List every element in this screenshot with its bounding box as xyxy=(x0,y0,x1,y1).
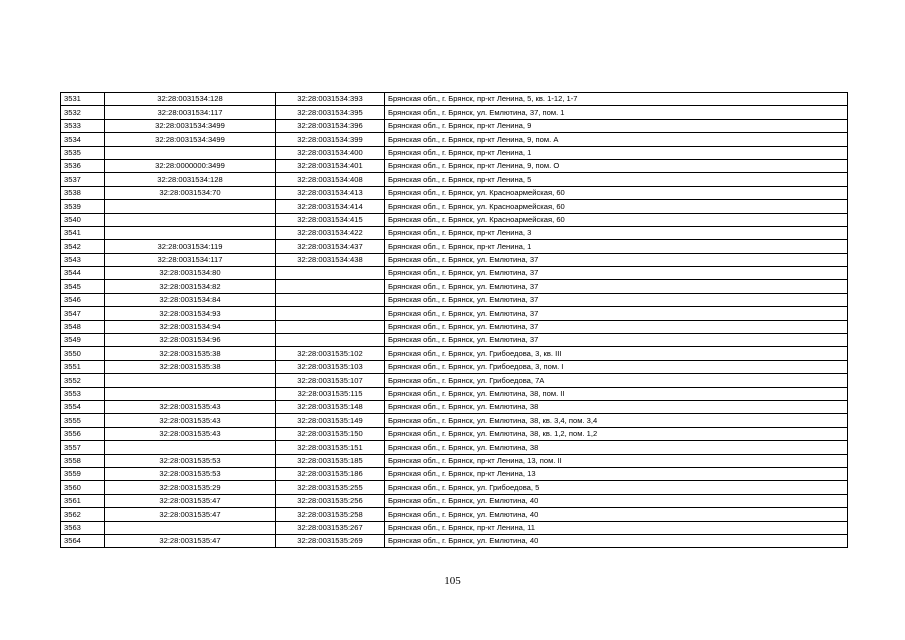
cadastral-number-cell: 32:28:0031534:396 xyxy=(276,119,385,132)
address-cell: Брянская обл., г. Брянск, ул. Емлютина, 40 xyxy=(385,534,848,547)
row-number-cell: 3548 xyxy=(61,320,105,333)
address-cell: Брянская обл., г. Брянск, ул. Емлютина, 37 xyxy=(385,280,848,293)
table-row xyxy=(61,200,848,213)
cadastral-number-cell: 32:28:0031535:148 xyxy=(276,400,385,413)
parent-cadastral-number-cell: 32:28:0031534:80 xyxy=(105,267,276,280)
row-number-cell: 3545 xyxy=(61,280,105,293)
table-row xyxy=(61,360,848,373)
address-cell: Брянская обл., г. Брянск, ул. Грибоедова, 3, пом. I xyxy=(385,360,848,373)
parent-cadastral-number-cell: 32:28:0031534:117 xyxy=(105,253,276,266)
table-row xyxy=(61,133,848,146)
table-row xyxy=(61,481,848,494)
parent-cadastral-number-cell: 32:28:0031534:3499 xyxy=(105,119,276,132)
row-number-cell: 3564 xyxy=(61,534,105,547)
table-row xyxy=(61,441,848,454)
row-number-cell: 3538 xyxy=(61,186,105,199)
cadastral-number-cell: 32:28:0031535:103 xyxy=(276,360,385,373)
row-number-cell: 3543 xyxy=(61,253,105,266)
row-number-cell: 3547 xyxy=(61,307,105,320)
table-row xyxy=(61,320,848,333)
table-row xyxy=(61,387,848,400)
table-row xyxy=(61,521,848,534)
address-cell: Брянская обл., г. Брянск, ул. Емлютина, 37 xyxy=(385,334,848,347)
parent-cadastral-number-cell: 32:28:0031535:53 xyxy=(105,454,276,467)
row-number-cell: 3552 xyxy=(61,374,105,387)
row-number-cell: 3554 xyxy=(61,400,105,413)
cadastral-number-cell: 32:28:0031534:401 xyxy=(276,159,385,172)
row-number-cell: 3546 xyxy=(61,293,105,306)
parent-cadastral-number-cell: 32:28:0031534:3499 xyxy=(105,133,276,146)
cadastral-number-cell: 32:28:0031535:267 xyxy=(276,521,385,534)
row-number-cell: 3550 xyxy=(61,347,105,360)
table-row xyxy=(61,173,848,186)
parent-cadastral-number-cell: 32:28:0031534:82 xyxy=(105,280,276,293)
parent-cadastral-number-cell: 32:28:0031534:84 xyxy=(105,293,276,306)
parent-cadastral-number-cell xyxy=(105,441,276,454)
table-row xyxy=(61,293,848,306)
cadastral-number-cell: 32:28:0031535:258 xyxy=(276,508,385,521)
table-row xyxy=(61,534,848,547)
row-number-cell: 3555 xyxy=(61,414,105,427)
cadastral-number-cell xyxy=(276,307,385,320)
table-row xyxy=(61,374,848,387)
parent-cadastral-number-cell: 32:28:0031535:47 xyxy=(105,494,276,507)
table-row xyxy=(61,146,848,159)
cadastral-number-cell: 32:28:0031535:115 xyxy=(276,387,385,400)
parent-cadastral-number-cell: 32:28:0031535:43 xyxy=(105,400,276,413)
table-row xyxy=(61,240,848,253)
table-row xyxy=(61,334,848,347)
parent-cadastral-number-cell xyxy=(105,200,276,213)
parent-cadastral-number-cell: 32:28:0031534:96 xyxy=(105,334,276,347)
table-row xyxy=(61,267,848,280)
row-number-cell: 3535 xyxy=(61,146,105,159)
address-cell: Брянская обл., г. Брянск, пр-кт Ленина, 9 xyxy=(385,119,848,132)
parent-cadastral-number-cell xyxy=(105,521,276,534)
address-cell: Брянская обл., г. Брянск, ул. Грибоедова, 5 xyxy=(385,481,848,494)
cadastral-number-cell: 32:28:0031534:395 xyxy=(276,106,385,119)
address-cell: Брянская обл., г. Брянск, ул. Емлютина, 38, кв. 3,4, пом. 3,4 xyxy=(385,414,848,427)
address-cell: Брянская обл., г. Брянск, ул. Емлютина, 37 xyxy=(385,320,848,333)
cadastral-number-cell: 32:28:0031534:408 xyxy=(276,173,385,186)
address-cell: Брянская обл., г. Брянск, ул. Емлютина, 37 xyxy=(385,253,848,266)
table-row xyxy=(61,400,848,413)
row-number-cell: 3541 xyxy=(61,226,105,239)
address-cell: Брянская обл., г. Брянск, ул. Емлютина, 38, кв. 1,2, пом. 1,2 xyxy=(385,427,848,440)
row-number-cell: 3542 xyxy=(61,240,105,253)
cadastral-number-cell xyxy=(276,280,385,293)
row-number-cell: 3557 xyxy=(61,441,105,454)
cadastral-number-cell: 32:28:0031534:393 xyxy=(276,93,385,106)
registry-table-body xyxy=(61,93,848,548)
parent-cadastral-number-cell: 32:28:0031534:119 xyxy=(105,240,276,253)
row-number-cell: 3534 xyxy=(61,133,105,146)
table-row xyxy=(61,414,848,427)
address-cell: Брянская обл., г. Брянск, ул. Грибоедова, 3, кв. III xyxy=(385,347,848,360)
row-number-cell: 3551 xyxy=(61,360,105,373)
table-row xyxy=(61,347,848,360)
parent-cadastral-number-cell: 32:28:0031534:93 xyxy=(105,307,276,320)
row-number-cell: 3539 xyxy=(61,200,105,213)
parent-cadastral-number-cell: 32:28:0031534:128 xyxy=(105,93,276,106)
cadastral-number-cell xyxy=(276,267,385,280)
address-cell: Брянская обл., г. Брянск, пр-кт Ленина, 5, кв. 1-12, 1-7 xyxy=(385,93,848,106)
parent-cadastral-number-cell: 32:28:0031535:38 xyxy=(105,360,276,373)
row-number-cell: 3537 xyxy=(61,173,105,186)
cadastral-number-cell: 32:28:0031535:186 xyxy=(276,467,385,480)
table-row xyxy=(61,427,848,440)
parent-cadastral-number-cell: 32:28:0031534:94 xyxy=(105,320,276,333)
row-number-cell: 3532 xyxy=(61,106,105,119)
parent-cadastral-number-cell: 32:28:0031535:29 xyxy=(105,481,276,494)
address-cell: Брянская обл., г. Брянск, пр-кт Ленина, 1 xyxy=(385,240,848,253)
table-row xyxy=(61,253,848,266)
parent-cadastral-number-cell: 32:28:0031535:43 xyxy=(105,427,276,440)
address-cell: Брянская обл., г. Брянск, пр-кт Ленина, 13 xyxy=(385,467,848,480)
cadastral-number-cell: 32:28:0031535:150 xyxy=(276,427,385,440)
cadastral-number-cell: 32:28:0031535:185 xyxy=(276,454,385,467)
row-number-cell: 3556 xyxy=(61,427,105,440)
row-number-cell: 3531 xyxy=(61,93,105,106)
cadastral-number-cell xyxy=(276,293,385,306)
address-cell: Брянская обл., г. Брянск, пр-кт Ленина, 9, пом. А xyxy=(385,133,848,146)
cadastral-number-cell: 32:28:0031534:413 xyxy=(276,186,385,199)
cadastral-number-cell: 32:28:0031534:415 xyxy=(276,213,385,226)
cadastral-number-cell: 32:28:0031535:269 xyxy=(276,534,385,547)
row-number-cell: 3553 xyxy=(61,387,105,400)
parent-cadastral-number-cell: 32:28:0031535:53 xyxy=(105,467,276,480)
address-cell: Брянская обл., г. Брянск, ул. Емлютина, 40 xyxy=(385,508,848,521)
parent-cadastral-number-cell: 32:28:0031535:43 xyxy=(105,414,276,427)
parent-cadastral-number-cell xyxy=(105,213,276,226)
table-row xyxy=(61,494,848,507)
parent-cadastral-number-cell: 32:28:0031534:128 xyxy=(105,173,276,186)
row-number-cell: 3540 xyxy=(61,213,105,226)
address-cell: Брянская обл., г. Брянск, ул. Грибоедова, 7А xyxy=(385,374,848,387)
address-cell: Брянская обл., г. Брянск, ул. Красноармейская, 60 xyxy=(385,213,848,226)
parent-cadastral-number-cell xyxy=(105,226,276,239)
row-number-cell: 3536 xyxy=(61,159,105,172)
table-row xyxy=(61,119,848,132)
registry-table xyxy=(60,92,848,548)
page-number: 105 xyxy=(444,575,461,587)
table-row xyxy=(61,159,848,172)
row-number-cell: 3561 xyxy=(61,494,105,507)
row-number-cell: 3563 xyxy=(61,521,105,534)
cadastral-number-cell: 32:28:0031535:149 xyxy=(276,414,385,427)
table-row xyxy=(61,307,848,320)
cadastral-number-cell: 32:28:0031535:256 xyxy=(276,494,385,507)
row-number-cell: 3549 xyxy=(61,334,105,347)
parent-cadastral-number-cell: 32:28:0000000:3499 xyxy=(105,159,276,172)
address-cell: Брянская обл., г. Брянск, ул. Емлютина, 37 xyxy=(385,307,848,320)
address-cell: Брянская обл., г. Брянск, ул. Емлютина, 38 xyxy=(385,441,848,454)
address-cell: Брянская обл., г. Брянск, ул. Красноармейская, 60 xyxy=(385,186,848,199)
address-cell: Брянская обл., г. Брянск, пр-кт Ленина, 13, пом. II xyxy=(385,454,848,467)
cadastral-number-cell: 32:28:0031534:422 xyxy=(276,226,385,239)
row-number-cell: 3560 xyxy=(61,481,105,494)
table-row xyxy=(61,106,848,119)
table-row xyxy=(61,213,848,226)
cadastral-number-cell: 32:28:0031535:255 xyxy=(276,481,385,494)
row-number-cell: 3533 xyxy=(61,119,105,132)
table-row xyxy=(61,226,848,239)
address-cell: Брянская обл., г. Брянск, пр-кт Ленина, 3 xyxy=(385,226,848,239)
parent-cadastral-number-cell: 32:28:0031534:70 xyxy=(105,186,276,199)
cadastral-number-cell xyxy=(276,320,385,333)
cadastral-number-cell: 32:28:0031534:400 xyxy=(276,146,385,159)
address-cell: Брянская обл., г. Брянск, ул. Красноармейская, 60 xyxy=(385,200,848,213)
parent-cadastral-number-cell xyxy=(105,374,276,387)
cadastral-number-cell: 32:28:0031534:399 xyxy=(276,133,385,146)
address-cell: Брянская обл., г. Брянск, пр-кт Ленина, 5 xyxy=(385,173,848,186)
row-number-cell: 3544 xyxy=(61,267,105,280)
cadastral-number-cell xyxy=(276,334,385,347)
address-cell: Брянская обл., г. Брянск, пр-кт Ленина, 9, пом. О xyxy=(385,159,848,172)
parent-cadastral-number-cell xyxy=(105,387,276,400)
address-cell: Брянская обл., г. Брянск, ул. Емлютина, 37 xyxy=(385,293,848,306)
row-number-cell: 3558 xyxy=(61,454,105,467)
table-row xyxy=(61,454,848,467)
table-row xyxy=(61,467,848,480)
address-cell: Брянская обл., г. Брянск, пр-кт Ленина, 11 xyxy=(385,521,848,534)
address-cell: Брянская обл., г. Брянск, ул. Емлютина, 37, пом. 1 xyxy=(385,106,848,119)
cadastral-number-cell: 32:28:0031535:102 xyxy=(276,347,385,360)
table-row xyxy=(61,186,848,199)
table-row xyxy=(61,508,848,521)
row-number-cell: 3559 xyxy=(61,467,105,480)
address-cell: Брянская обл., г. Брянск, пр-кт Ленина, 1 xyxy=(385,146,848,159)
cadastral-number-cell: 32:28:0031535:151 xyxy=(276,441,385,454)
table-row xyxy=(61,280,848,293)
address-cell: Брянская обл., г. Брянск, ул. Емлютина, 38 xyxy=(385,400,848,413)
cadastral-number-cell: 32:28:0031534:438 xyxy=(276,253,385,266)
parent-cadastral-number-cell: 32:28:0031535:47 xyxy=(105,534,276,547)
cadastral-number-cell: 32:28:0031534:437 xyxy=(276,240,385,253)
table-row xyxy=(61,93,848,106)
address-cell: Брянская обл., г. Брянск, ул. Емлютина, 38, пом. II xyxy=(385,387,848,400)
row-number-cell: 3562 xyxy=(61,508,105,521)
address-cell: Брянская обл., г. Брянск, ул. Емлютина, 37 xyxy=(385,267,848,280)
cadastral-number-cell: 32:28:0031534:414 xyxy=(276,200,385,213)
parent-cadastral-number-cell xyxy=(105,146,276,159)
parent-cadastral-number-cell: 32:28:0031534:117 xyxy=(105,106,276,119)
parent-cadastral-number-cell: 32:28:0031535:47 xyxy=(105,508,276,521)
cadastral-number-cell: 32:28:0031535:107 xyxy=(276,374,385,387)
parent-cadastral-number-cell: 32:28:0031535:38 xyxy=(105,347,276,360)
address-cell: Брянская обл., г. Брянск, ул. Емлютина, 40 xyxy=(385,494,848,507)
